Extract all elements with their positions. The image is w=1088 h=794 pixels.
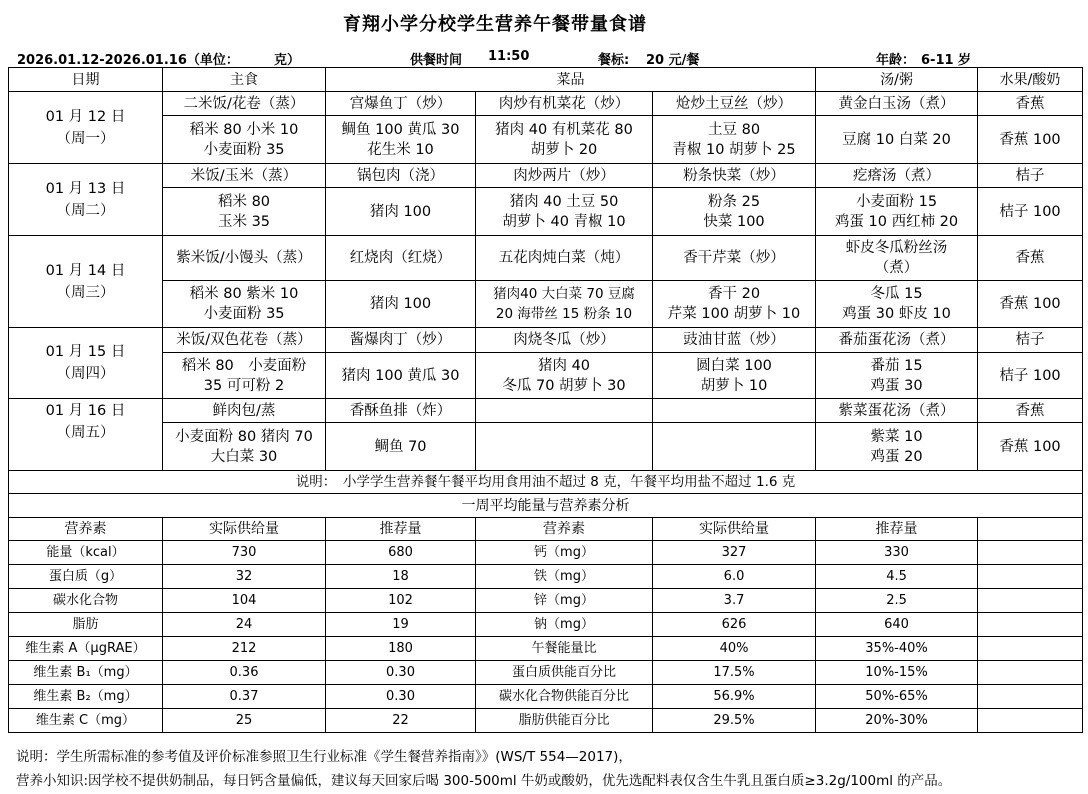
nutrient-row: [9, 637, 1083, 661]
dish-ingredients: 鲷鱼 100 黄瓜 30 花生米 10: [326, 116, 476, 164]
nutrient-row: [9, 709, 1083, 733]
dish-name: 炝炒土豆丝（炒）: [653, 92, 816, 116]
serve-time-label: 供餐时间: [410, 53, 463, 68]
dish-name: 五花肉炖白菜（炖）: [476, 236, 653, 281]
dish-name: 豉油甘蓝（炒）: [653, 328, 816, 353]
staple-ingredients: 稻米 80 小麦面粉 35 可可粉 2: [163, 353, 326, 399]
day-cell-fri: [9, 399, 163, 471]
fruit-name: 桔子: [978, 164, 1083, 188]
weekday: （周四）: [56, 366, 115, 382]
staple-name: 米饭/玉米（蒸）: [163, 164, 326, 188]
dish-ingredients: 圆白菜 100 胡萝卜 10: [653, 353, 816, 399]
dish-name: 肉炒两片（炒）: [476, 164, 653, 188]
staple-ingredients: 稻米 80 紫米 10 小麦面粉 35: [163, 281, 326, 328]
date: 01 月 15 日: [45, 344, 126, 360]
nutrient-blank: [978, 685, 1083, 709]
dish-ingredients: 粉条 25 快菜 100: [653, 188, 816, 236]
nutrient-name: 碳水化合物: [9, 589, 163, 613]
nutrient-row: [9, 613, 1083, 637]
weekday: （周一）: [56, 130, 115, 147]
dish-name: 肉炒有机菜花（炒）: [476, 92, 653, 116]
soup-name: 黄金白玉汤（煮）: [816, 92, 978, 116]
soup-name: 疙瘩汤（煮）: [816, 164, 978, 188]
nutrient-recommended: 180: [326, 637, 476, 661]
staple-name: 紫米饭/小馒头（蒸）: [163, 236, 326, 281]
dish-name: 粉条快菜（炒）: [653, 164, 816, 188]
nutrient-recommended: 10%-15%: [816, 661, 978, 685]
dish-name: [476, 399, 653, 423]
dish-name: 红烧肉（红烧）: [326, 236, 476, 281]
dish-ingredients: 猪肉 40 冬瓜 70 胡萝卜 30: [476, 353, 653, 399]
nutrient-col-header: 实际供给量: [653, 518, 816, 541]
nutrient-recommended: 102: [326, 589, 476, 613]
nutrient-actual: 0.37: [163, 685, 326, 709]
dish-ingredients: 猪肉 100: [326, 281, 476, 328]
ingredient-row-mon: [9, 116, 1083, 164]
dish-name: 肉烧冬瓜（炒）: [476, 328, 653, 353]
day-cell-wed: [9, 236, 163, 328]
day-row-fri: [9, 399, 1083, 423]
nutrient-recommended: 4.5: [816, 565, 978, 589]
nutrient-col-header: 推荐量: [816, 518, 978, 541]
dish-ingredients: 猪肉 100: [326, 188, 476, 236]
dish-ingredients: 猪肉 40 有机菜花 80 胡萝卜 20: [476, 116, 653, 164]
dish-ingredients: 香干 20 芹菜 100 胡萝卜 10: [653, 281, 816, 328]
nutrient-name: 钠（mg）: [476, 613, 653, 637]
nutrient-actual: 0.36: [163, 661, 326, 685]
meal-standard: 20 元/餐: [646, 53, 700, 68]
nutrient-name: 碳水化合物供能百分比: [476, 685, 653, 709]
nutrient-blank: [978, 589, 1083, 613]
nutrient-header-row: [9, 518, 1083, 541]
nutrient-name: 铁（mg）: [476, 565, 653, 589]
soup-name: 虾皮冬瓜粉丝汤 （煮）: [816, 236, 978, 281]
nutrient-col-header: 实际供给量: [163, 518, 326, 541]
nutrient-actual: 327: [653, 541, 816, 565]
soup-ingredients: 冬瓜 15 鸡蛋 30 虾皮 10: [816, 281, 978, 328]
nutrient-blank: [978, 541, 1083, 565]
nutrient-col-header: 营养素: [9, 518, 163, 541]
nutrient-name: 午餐能量比: [476, 637, 653, 661]
staple-name: 米饭/双色花卷（蒸）: [163, 328, 326, 353]
dish-ingredients: 猪肉 100 黄瓜 30: [326, 353, 476, 399]
soup-ingredients: 豆腐 10 白菜 20: [816, 116, 978, 164]
dish-ingredients: [653, 423, 816, 471]
menu-table: [8, 67, 1083, 733]
meal-standard-label: 餐标:: [598, 53, 630, 68]
nutrient-name: 锌（mg）: [476, 589, 653, 613]
unit: 克）: [274, 53, 301, 68]
soup-ingredients: 紫菜 10 鸡蛋 20: [816, 423, 978, 471]
nutrient-blank: [978, 613, 1083, 637]
weekday: （周二）: [56, 202, 115, 219]
nutrient-actual: 104: [163, 589, 326, 613]
nutrient-recommended: 18: [326, 565, 476, 589]
nutrient-name: 维生素 C（mg）: [9, 709, 163, 733]
nutrient-recommended: 22: [326, 709, 476, 733]
staple-ingredients: 稻米 80 小米 10 小麦面粉 35: [163, 116, 326, 164]
fruit-ingredients: 桔子 100: [978, 353, 1083, 399]
nutrient-actual: 32: [163, 565, 326, 589]
staple-name: 二米饭/花卷（蒸）: [163, 92, 326, 116]
nutrient-recommended: 330: [816, 541, 978, 565]
staple-ingredients: 稻米 80 玉米 35: [163, 188, 326, 236]
nutrient-col-blank: [978, 518, 1083, 541]
ingredient-row-thu: [9, 353, 1083, 399]
dish-name: 酱爆肉丁（炒）: [326, 328, 476, 353]
nutrient-recommended: 680: [326, 541, 476, 565]
fruit-ingredients: 香蕉 100: [978, 116, 1083, 164]
day-cell-tue: [9, 164, 163, 236]
nutrient-blank: [978, 661, 1083, 685]
soup-ingredients: 小麦面粉 15 鸡蛋 10 西红柿 20: [816, 188, 978, 236]
fruit-ingredients: 香蕉 100: [978, 281, 1083, 328]
day-row-mon: [9, 92, 1083, 116]
nutrient-blank: [978, 709, 1083, 733]
nutrient-row: [9, 565, 1083, 589]
dish-name: 香酥鱼排（炸）: [326, 399, 476, 423]
col-soup: 汤/粥: [816, 68, 978, 92]
col-staple: 主食: [163, 68, 326, 92]
dish-ingredients: 土豆 80 青椒 10 胡萝卜 25: [653, 116, 816, 164]
nutrient-actual: 25: [163, 709, 326, 733]
menu-header-row: [9, 68, 1083, 92]
age: 6-11 岁: [921, 53, 972, 68]
nutrient-recommended: 0.30: [326, 661, 476, 685]
dish-name: 香干芹菜（炒）: [653, 236, 816, 281]
nutrient-actual: 29.5%: [653, 709, 816, 733]
nutrient-recommended: 2.5: [816, 589, 978, 613]
nutrient-name: 维生素 B₁（mg）: [9, 661, 163, 685]
nutrient-blank: [978, 637, 1083, 661]
nutrient-recommended: 20%-30%: [816, 709, 978, 733]
nutrient-recommended: 19: [326, 613, 476, 637]
nutrient-col-header: 营养素: [476, 518, 653, 541]
serve-time: 11:50: [488, 49, 530, 64]
weekday: （周五）: [56, 425, 115, 441]
dish-ingredients: 猪肉 40 土豆 50 胡萝卜 40 青椒 10: [476, 188, 653, 236]
dish-ingredients: 鲷鱼 70: [326, 423, 476, 471]
nutrient-actual: 56.9%: [653, 685, 816, 709]
soup-ingredients: 番茄 15 鸡蛋 30: [816, 353, 978, 399]
soup-name: 番茄蛋花汤（煮）: [816, 328, 978, 353]
staple-ingredients: 小麦面粉 80 猪肉 70 大白菜 30: [163, 423, 326, 471]
dish-name: 锅包肉（浇）: [326, 164, 476, 188]
nutrient-name: 钙（mg）: [476, 541, 653, 565]
analysis-title-row: [9, 494, 1083, 518]
nutrient-name: 维生素 B₂（mg）: [9, 685, 163, 709]
page-title: 育翔小学分校学生营养午餐带量食谱: [343, 14, 647, 35]
nutrient-actual: 730: [163, 541, 326, 565]
age-label: 年龄：: [876, 53, 916, 68]
nutrient-name: 脂肪供能百分比: [476, 709, 653, 733]
nutrient-actual: 24: [163, 613, 326, 637]
nutrient-name: 蛋白质供能百分比: [476, 661, 653, 685]
nutrient-recommended: 35%-40%: [816, 637, 978, 661]
weekday: （周三）: [56, 284, 115, 301]
nutrient-blank: [978, 565, 1083, 589]
nutrient-actual: 40%: [653, 637, 816, 661]
nutrient-actual: 3.7: [653, 589, 816, 613]
staple-name: 鲜肉包/蒸: [163, 399, 326, 423]
col-fruit: 水果/酸奶: [978, 68, 1083, 92]
fruit-name: 香蕉: [978, 399, 1083, 423]
day-row-thu: [9, 328, 1083, 353]
analysis-title: 一周平均能量与营养素分析: [9, 494, 1083, 518]
nutrient-col-header: 推荐量: [326, 518, 476, 541]
ingredient-row-fri: [9, 423, 1083, 471]
nutrient-actual: 6.0: [653, 565, 816, 589]
nutrient-actual: 212: [163, 637, 326, 661]
date: 01 月 12 日: [45, 108, 126, 125]
date: 01 月 13 日: [45, 180, 126, 197]
nutrient-actual: 626: [653, 613, 816, 637]
soup-name: 紫菜蛋花汤（煮）: [816, 399, 978, 423]
col-date: 日期: [9, 68, 163, 92]
nutrient-actual: 17.5%: [653, 661, 816, 685]
nutrient-name: 蛋白质（g）: [9, 565, 163, 589]
fruit-name: 桔子: [978, 328, 1083, 353]
nutrient-name: 维生素 A（μgRAE）: [9, 637, 163, 661]
nutrient-row: [9, 589, 1083, 613]
ingredient-row-wed: [9, 281, 1083, 328]
day-row-tue: [9, 164, 1083, 188]
date: 01 月 16 日: [45, 403, 126, 419]
nutrient-recommended: 0.30: [326, 685, 476, 709]
note-row: [9, 471, 1083, 494]
fruit-ingredients: 桔子 100: [978, 188, 1083, 236]
dish-ingredients: [476, 423, 653, 471]
nutrient-row: [9, 541, 1083, 565]
col-dishes: 菜品: [326, 68, 816, 92]
date: 01 月 14 日: [45, 262, 126, 279]
day-cell-thu: [9, 328, 163, 399]
nutrient-name: 能量（kcal）: [9, 541, 163, 565]
nutrient-row: [9, 685, 1083, 709]
nutrient-recommended: 50%-65%: [816, 685, 978, 709]
ingredient-row-tue: [9, 188, 1083, 236]
day-row-wed: [9, 236, 1083, 281]
standard-note: 说明：学生所需标准的参考值及评价标准参照卫生行业标准《学生餐营养指南》》(WS/T 554—2017)，: [16, 749, 632, 765]
fruit-ingredients: 香蕉 100: [978, 423, 1083, 471]
day-cell-mon: [9, 92, 163, 164]
date-range: 2026.01.12-2026.01.16（单位：: [17, 53, 239, 68]
oil-salt-note: 说明： 小学学生营养餐午餐平均用食用油不超过 8 克，午餐平均用盐不超过 1.6 克: [9, 471, 1083, 494]
fruit-name: 香蕉: [978, 236, 1083, 281]
dish-ingredients: 猪肉40 大白菜 70 豆腐 20 海带丝 15 粉条 10: [476, 281, 653, 328]
nutrient-name: 脂肪: [9, 613, 163, 637]
fruit-name: 香蕉: [978, 92, 1083, 116]
nutrient-row: [9, 661, 1083, 685]
nutrient-recommended: 640: [816, 613, 978, 637]
dish-name: [653, 399, 816, 423]
nutrition-tip: 营养小知识:因学校不提供奶制品，每日钙含量偏低，建议每天回家后喝 300-500ml 牛奶或酸奶，优先选配料表仅含生牛乳且蛋白质≥3.2g/100ml 的产品。: [16, 773, 952, 789]
dish-name: 宫爆鱼丁（炒）: [326, 92, 476, 116]
